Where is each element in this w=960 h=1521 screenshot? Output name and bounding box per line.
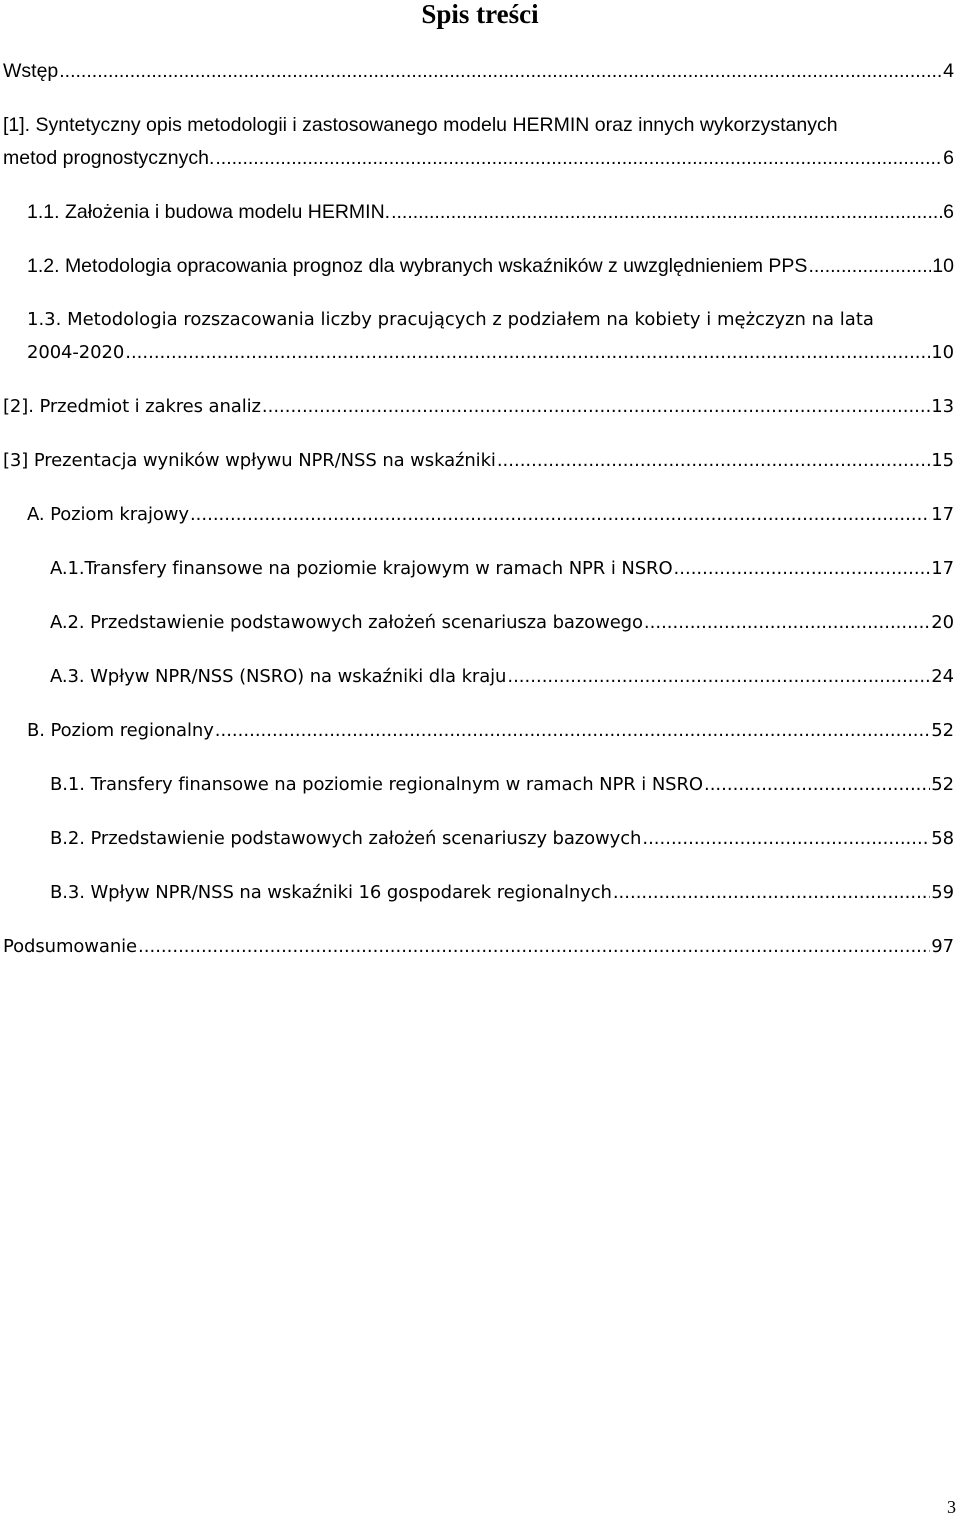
page-title: Spis treści [421, 0, 539, 29]
toc-entry-b[interactable] [27, 718, 954, 744]
toc-entry-label: 1.2. Metodologia opracowania prognoz dla wybranych wskaźników z uwzględnieniem PPS [27, 255, 808, 277]
toc-entry-b-1[interactable] [50, 772, 954, 798]
toc-entry-page: 20 [931, 612, 954, 633]
toc-leader-dots [391, 199, 942, 225]
toc-entry-label: A.2. Przedstawienie podstawowych założeń scenariusza bazowego [50, 612, 643, 633]
toc-entry-1-2[interactable] [27, 253, 954, 279]
toc-entry-label: [1]. Syntetyczny opis metodologii i zastosowanego modelu HERMIN oraz innych wykorzystanych [3, 114, 838, 136]
toc-entry-label: A. Poziom krajowy [27, 504, 189, 525]
toc-entry-page: 10 [932, 255, 954, 277]
toc-entry-page: 6 [943, 147, 954, 169]
toc-entry-page: 17 [931, 504, 954, 525]
toc-leader-dots [190, 502, 930, 528]
toc-leader-dots [125, 340, 930, 366]
toc-entry-1-continuation[interactable] [3, 145, 954, 171]
toc-leader-dots [642, 826, 930, 852]
toc-leader-dots [497, 448, 930, 474]
toc-entry-1-3-first-line[interactable] [27, 307, 874, 333]
toc-leader-dots [674, 556, 931, 582]
toc-leader-dots [138, 934, 930, 960]
toc-entry-3[interactable] [3, 448, 954, 474]
toc-entry-wstep[interactable] [3, 58, 954, 84]
toc-leader-dots [215, 145, 942, 171]
toc-entry-label: B.2. Przedstawienie podstawowych założeń scenariuszy bazowych [50, 828, 642, 849]
toc-entry-page: 6 [943, 201, 954, 223]
toc-entry-label: 1.1. Założenia i budowa modelu HERMIN. [27, 201, 391, 223]
toc-entry-label: Podsumowanie [3, 936, 138, 957]
toc-leader-dots [644, 610, 930, 636]
toc-entry-a-1[interactable] [50, 556, 954, 582]
toc-entry-page: 10 [931, 342, 954, 363]
toc-entry-page: 52 [931, 774, 954, 795]
toc-leader-dots [507, 664, 930, 690]
toc-entry-label: A.1.Transfery finansowe na poziomie krajowym w ramach NPR i NSRO [50, 558, 673, 579]
toc-entry-1-first-line[interactable] [3, 112, 838, 138]
toc-entry-label: [2]. Przedmiot i zakres analiz [3, 396, 261, 417]
toc-entry-label: A.3. Wpływ NPR/NSS (NSRO) na wskaźniki dla kraju [50, 666, 507, 687]
toc-entry-page: 15 [931, 450, 954, 471]
toc-entry-label: 1.3. Metodologia rozszacowania liczby pracujących z podziałem na kobiety i mężczyzn na lata [27, 309, 874, 330]
toc-entry-page: 97 [931, 936, 954, 957]
toc-leader-dots [215, 718, 931, 744]
toc-entry-page: 24 [931, 666, 954, 687]
toc-entry-1-1[interactable] [27, 199, 954, 225]
toc-entry-a-2[interactable] [50, 610, 954, 636]
toc-leader-dots [262, 394, 930, 420]
toc-entry-label: B.3. Wpływ NPR/NSS na wskaźniki 16 gospodarek regionalnych [50, 882, 612, 903]
toc-entry-podsumowanie[interactable] [3, 934, 954, 960]
toc-leader-dots [808, 253, 931, 279]
toc-entry-label-continuation: 2004-2020 [27, 342, 125, 363]
toc-entry-b-2[interactable] [50, 826, 954, 852]
toc-entry-label: B.1. Transfery finansowe na poziomie regionalnym w ramach NPR i NSRO [50, 774, 703, 795]
toc-entry-page: 17 [931, 558, 954, 579]
toc-entry-label: B. Poziom regionalny [27, 720, 214, 741]
toc-leader-dots [59, 58, 942, 84]
page-number: 3 [947, 1497, 956, 1517]
toc-entry-page: 4 [943, 60, 954, 82]
toc-entry-page: 52 [931, 720, 954, 741]
toc-entry-2[interactable] [3, 394, 954, 420]
toc-entry-a-3[interactable] [50, 664, 954, 690]
toc-entry-label-continuation: metod prognostycznych. [3, 147, 215, 169]
toc-entry-page: 13 [931, 396, 954, 417]
toc-entry-page: 59 [931, 882, 954, 903]
toc-entry-b-3[interactable] [50, 880, 954, 906]
toc-entry-label: [3] Prezentacja wyników wpływu NPR/NSS na wskaźniki [3, 450, 496, 471]
toc-leader-dots [613, 880, 930, 906]
toc-entry-page: 58 [931, 828, 954, 849]
toc-entry-1-3-continuation[interactable] [27, 340, 954, 366]
toc-entry-label: Wstęp [3, 60, 59, 82]
toc-leader-dots [704, 772, 930, 798]
toc-entry-a[interactable] [27, 502, 954, 528]
